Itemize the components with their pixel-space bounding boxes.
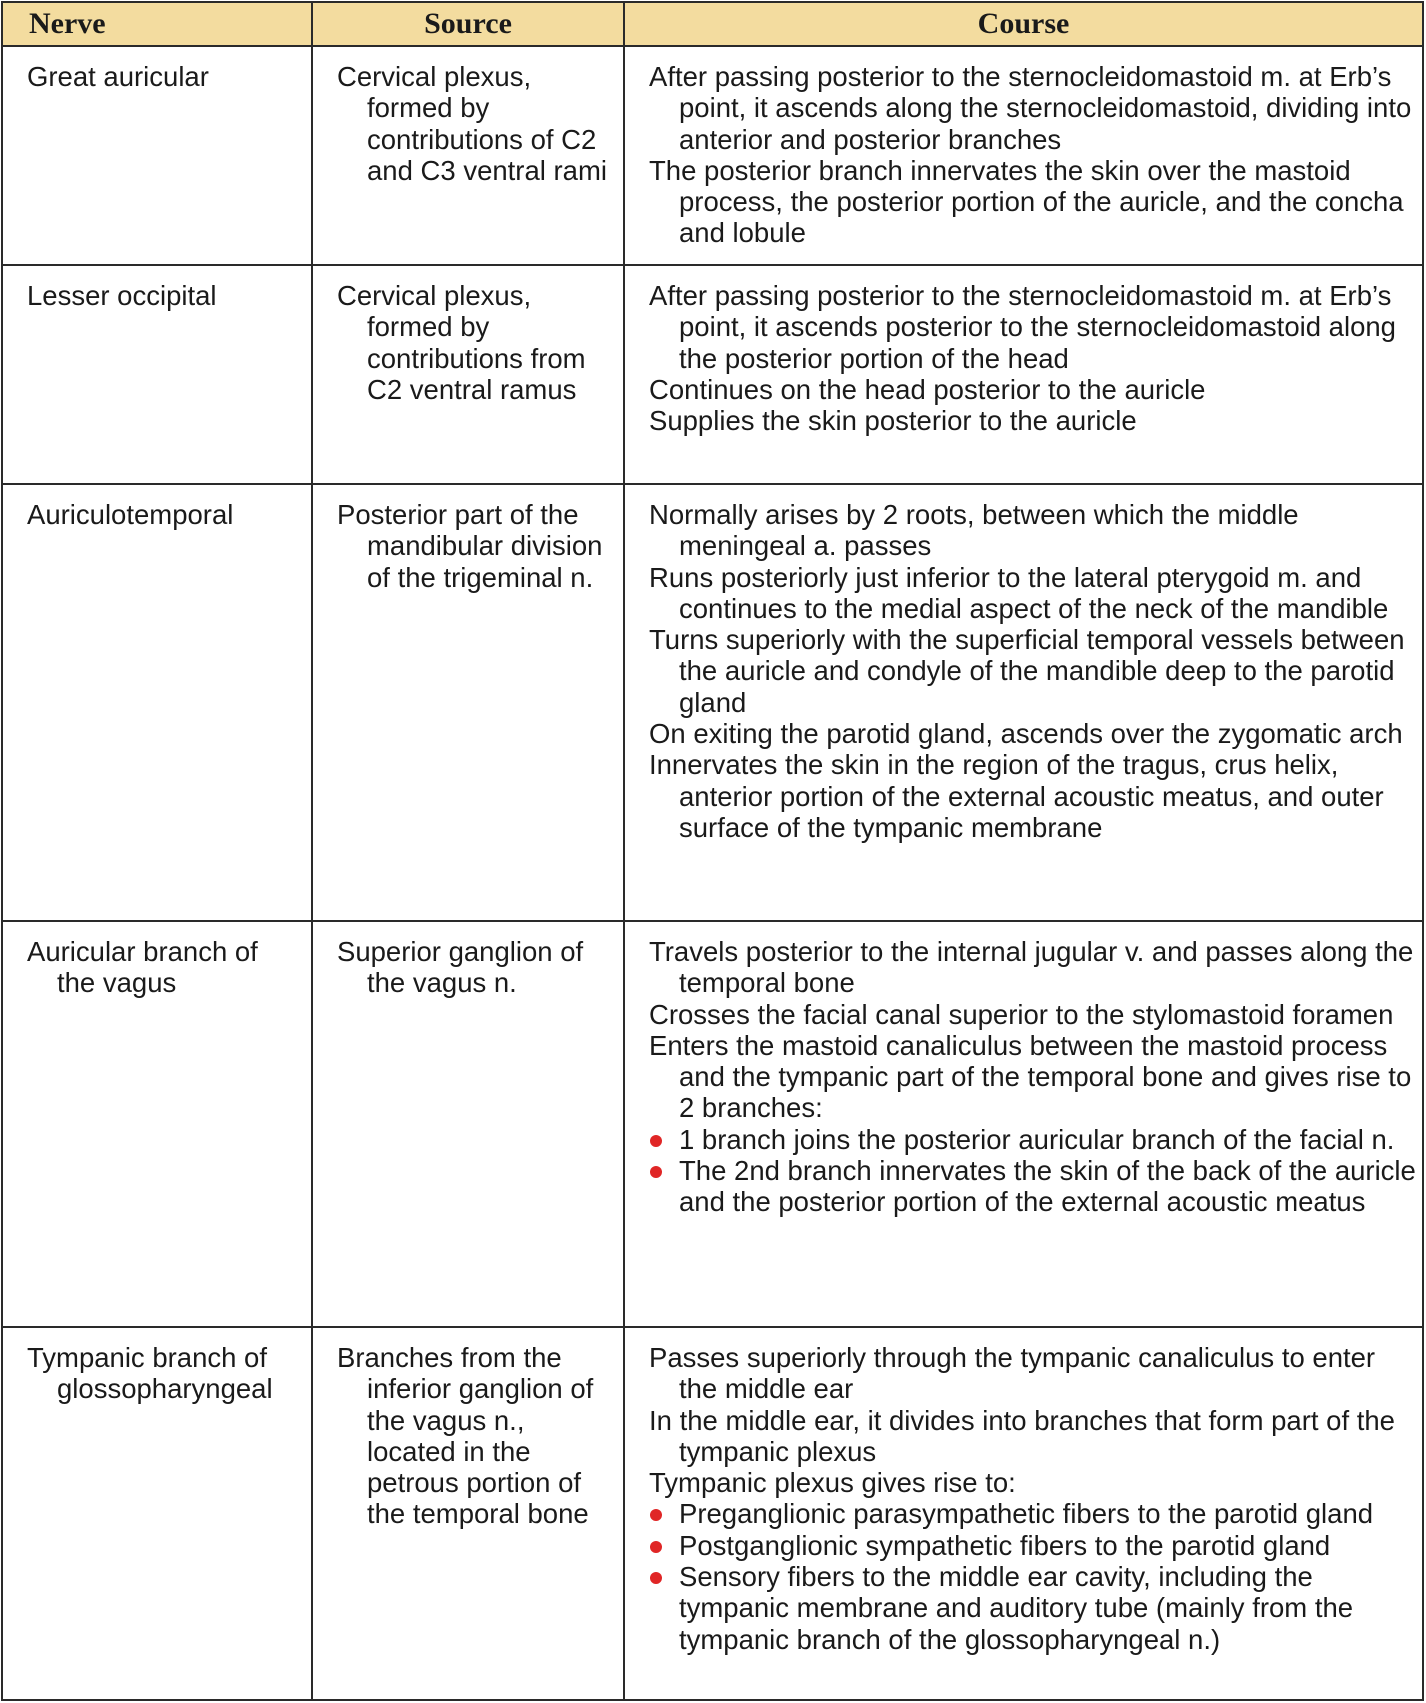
bullet-text: The 2nd branch innervates the skin of the back of the auricle and the posterior portion of the external acoustic meatus xyxy=(679,1155,1416,1218)
row-4-source xyxy=(313,922,625,1328)
nerve-name: Lesser occipital xyxy=(27,280,217,311)
course-line: After passing posterior to the sternocleidomastoid m. at Erb’s point, it ascends along the sternocleidomastoid, dividing into anterior and posterior branches xyxy=(649,61,1412,155)
course-line: After passing posterior to the sternocleidomastoid m. at Erb’s point, it ascends posterior to the sternocleidomastoid along the posterior portion of the head xyxy=(649,280,1396,374)
course-line: The posterior branch innervates the skin over the mastoid process, the posterior portion of the auricle, and the concha and lobule xyxy=(649,154,1404,249)
source-text: Cervical plexus, formed by contributions of C2 and C3 ventral rami xyxy=(337,61,607,186)
course-line: Continues on the head posterior to the auricle xyxy=(649,373,1206,405)
course-bullet xyxy=(649,1124,1416,1155)
course-bullet xyxy=(649,1530,1416,1561)
row-4-course xyxy=(625,922,1422,1328)
course-bullet xyxy=(649,1155,1416,1218)
nerve-name: Auricular branch of the vagus xyxy=(27,936,258,999)
row-3-course xyxy=(625,485,1422,922)
header-course: Course xyxy=(625,3,1422,47)
red-bullet-icon xyxy=(650,1509,662,1521)
source-text: Cervical plexus, formed by contributions from C2 ventral ramus xyxy=(337,280,586,405)
course-line: Tympanic plexus gives rise to: xyxy=(649,1467,1016,1499)
course-line: Supplies the skin posterior to the auricle xyxy=(649,405,1137,437)
row-1-nerve xyxy=(3,47,313,266)
nerve-name: Great auricular xyxy=(27,61,209,92)
red-bullet-icon xyxy=(650,1166,662,1178)
row-3-source xyxy=(313,485,625,922)
course-bullet xyxy=(649,1498,1416,1529)
course-line: Crosses the facial canal superior to the stylomastoid foramen xyxy=(649,998,1394,1030)
bullet-text: 1 branch joins the posterior auricular branch of the facial n. xyxy=(679,1123,1395,1155)
course-line: Turns superiorly with the superficial temporal vessels between the auricle and condyle of the mandible deep to the parotid gland xyxy=(649,624,1405,718)
course-line: Innervates the skin in the region of the tragus, crus helix, anterior portion of the external acoustic meatus, and outer surface of the tympanic membrane xyxy=(649,749,1384,843)
red-bullet-icon xyxy=(650,1541,662,1553)
row-5-source xyxy=(313,1328,625,1699)
course-line: Normally arises by 2 roots, between which the middle meningeal a. passes xyxy=(649,499,1299,562)
bullet-text: Preganglionic parasympathetic fibers to the parotid gland xyxy=(679,1498,1374,1530)
row-2-nerve xyxy=(3,266,313,485)
row-5-course xyxy=(625,1328,1422,1699)
course-line: In the middle ear, it divides into branches that form part of the tympanic plexus xyxy=(649,1404,1395,1467)
row-2-course xyxy=(625,266,1422,485)
course-line: On exiting the parotid gland, ascends over the zygomatic arch xyxy=(649,718,1403,750)
header-nerve: Nerve xyxy=(3,3,313,47)
source-text: Superior ganglion of the vagus n. xyxy=(337,936,584,999)
red-bullet-icon xyxy=(650,1135,662,1147)
nerve-name: Tympanic branch of glossopharyngeal xyxy=(27,1342,273,1405)
source-text: Branches from the inferior ganglion of the vagus n., located in the petrous portion of the temporal bone xyxy=(337,1342,594,1530)
bullet-text: Sensory fibers to the middle ear cavity, including the tympanic membrane and auditory tube (mainly from the tympanic branch of the glossopharyngeal n.) xyxy=(679,1561,1354,1655)
red-bullet-icon xyxy=(650,1572,662,1584)
row-3-nerve xyxy=(3,485,313,922)
source-text: Posterior part of the mandibular division of the trigeminal n. xyxy=(337,499,603,593)
course-line: Enters the mastoid canaliculus between the mastoid process and the tympanic part of the temporal bone and gives rise to 2 branches: xyxy=(649,1029,1412,1124)
bullet-text: Postganglionic sympathetic fibers to the parotid gland xyxy=(679,1529,1331,1561)
row-1-course xyxy=(625,47,1422,266)
course-line: Runs posteriorly just inferior to the lateral pterygoid m. and continues to the medial aspect of the neck of the mandible xyxy=(649,561,1389,624)
course-bullet xyxy=(649,1561,1416,1655)
row-5-nerve xyxy=(3,1328,313,1699)
nerve-name: Auriculotemporal xyxy=(27,499,234,530)
course-line: Travels posterior to the internal jugular v. and passes along the temporal bone xyxy=(649,936,1414,999)
course-line: Passes superiorly through the tympanic canaliculus to enter the middle ear xyxy=(649,1342,1376,1405)
row-4-nerve xyxy=(3,922,313,1328)
row-2-source xyxy=(313,266,625,485)
nerve-table xyxy=(1,1,1424,1701)
row-1-source xyxy=(313,47,625,266)
header-source: Source xyxy=(313,3,625,47)
